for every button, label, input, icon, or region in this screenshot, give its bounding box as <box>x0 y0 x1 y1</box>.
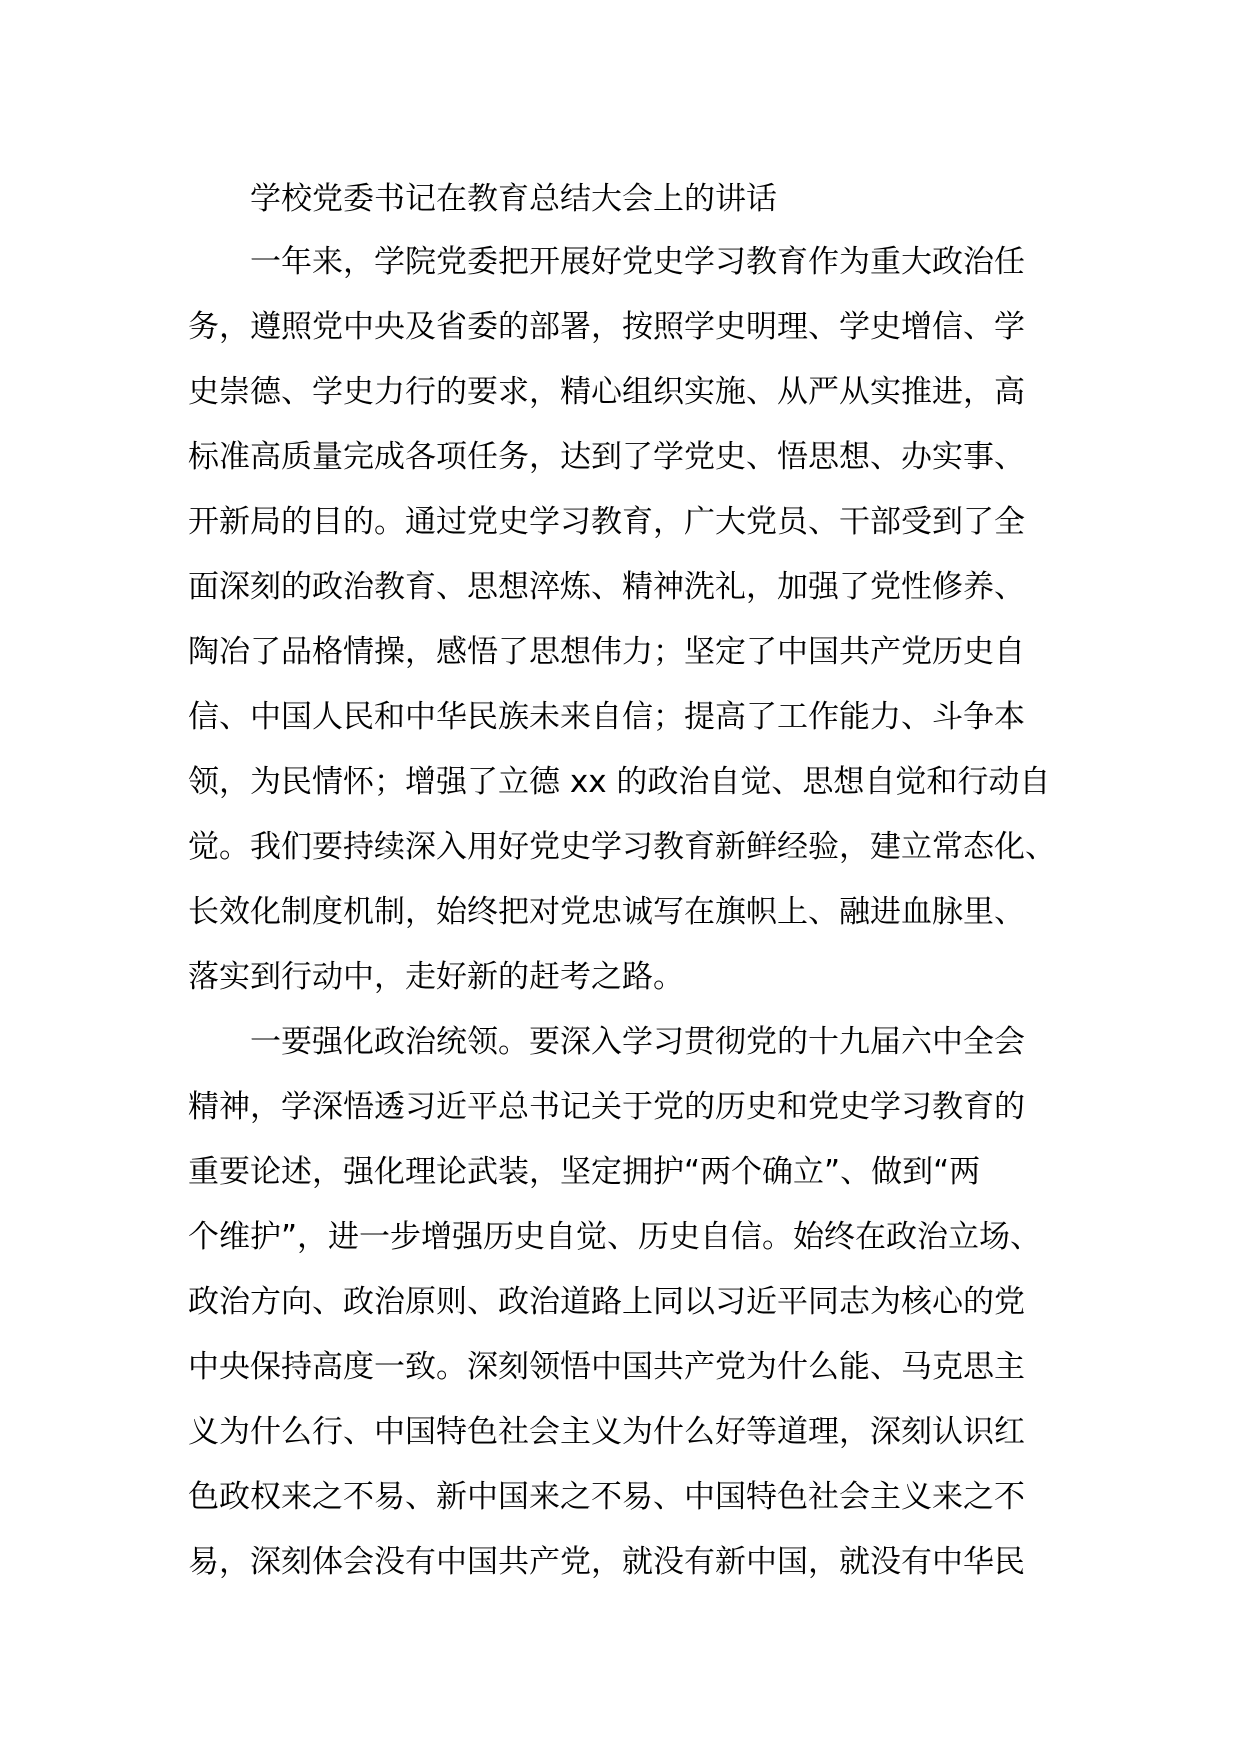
text-line: 易，深刻体会没有中国共产党，就没有新中国，就没有中华民 <box>188 1544 1025 1580</box>
text-line: 开新局的目的。通过党史学习教育，广大党员、干部受到了全 <box>188 504 1025 540</box>
text-line: 标准高质量完成各项任务，达到了学党史、悟思想、办实事、 <box>188 439 1025 475</box>
text-line: 重要论述，强化理论武装，坚定拥护“两个确立”、做到“两 <box>188 1154 981 1190</box>
text-line: 中央保持高度一致。深刻领悟中国共产党为什么能、马克思主 <box>188 1349 1025 1385</box>
text-line: 务，遵照党中央及省委的部署，按照学史明理、学史增信、学 <box>188 309 1025 345</box>
text-line: 领，为民情怀；增强了立德 xx 的政治自觉、思想自觉和行动自 <box>188 764 1051 800</box>
document-title: 学校党委书记在教育总结大会上的讲话 <box>250 181 777 217</box>
document-body <box>188 168 1068 1595</box>
text-line: 陶冶了品格情操，感悟了思想伟力；坚定了中国共产党历史自 <box>188 634 1025 670</box>
text-line: 觉。我们要持续深入用好党史学习教育新鲜经验，建立常态化、 <box>188 829 1056 865</box>
text-line: 义为什么行、中国特色社会主义为什么好等道理，深刻认识红 <box>188 1414 1025 1450</box>
document-text <box>188 230 1068 1595</box>
text-line: 精神，学深悟透习近平总书记关于党的历史和党史学习教育的 <box>188 1089 1025 1125</box>
text-line: 史崇德、学史力行的要求，精心组织实施、从严从实推进，高 <box>188 374 1025 410</box>
text-line: 一年来，学院党委把开展好党史学习教育作为重大政治任 <box>250 244 1025 280</box>
text-line: 信、中国人民和中华民族未来自信；提高了工作能力、斗争本 <box>188 699 1025 735</box>
text-line: 一要强化政治统领。要深入学习贯彻党的十九届六中全会 <box>250 1024 1025 1060</box>
text-line: 政治方向、政治原则、政治道路上同以习近平同志为核心的党 <box>188 1284 1025 1320</box>
text-line: 色政权来之不易、新中国来之不易、中国特色社会主义来之不 <box>188 1479 1025 1515</box>
text-line: 落实到行动中，走好新的赶考之路。 <box>188 959 684 995</box>
text-line: 个维护”，进一步增强历史自觉、历史自信。始终在政治立场、 <box>188 1219 1042 1255</box>
text-line: 长效化制度机制，始终把对党忠诚写在旗帜上、融进血脉里、 <box>188 894 1025 930</box>
text-line: 面深刻的政治教育、思想淬炼、精神洗礼，加强了党性修养、 <box>188 569 1025 605</box>
